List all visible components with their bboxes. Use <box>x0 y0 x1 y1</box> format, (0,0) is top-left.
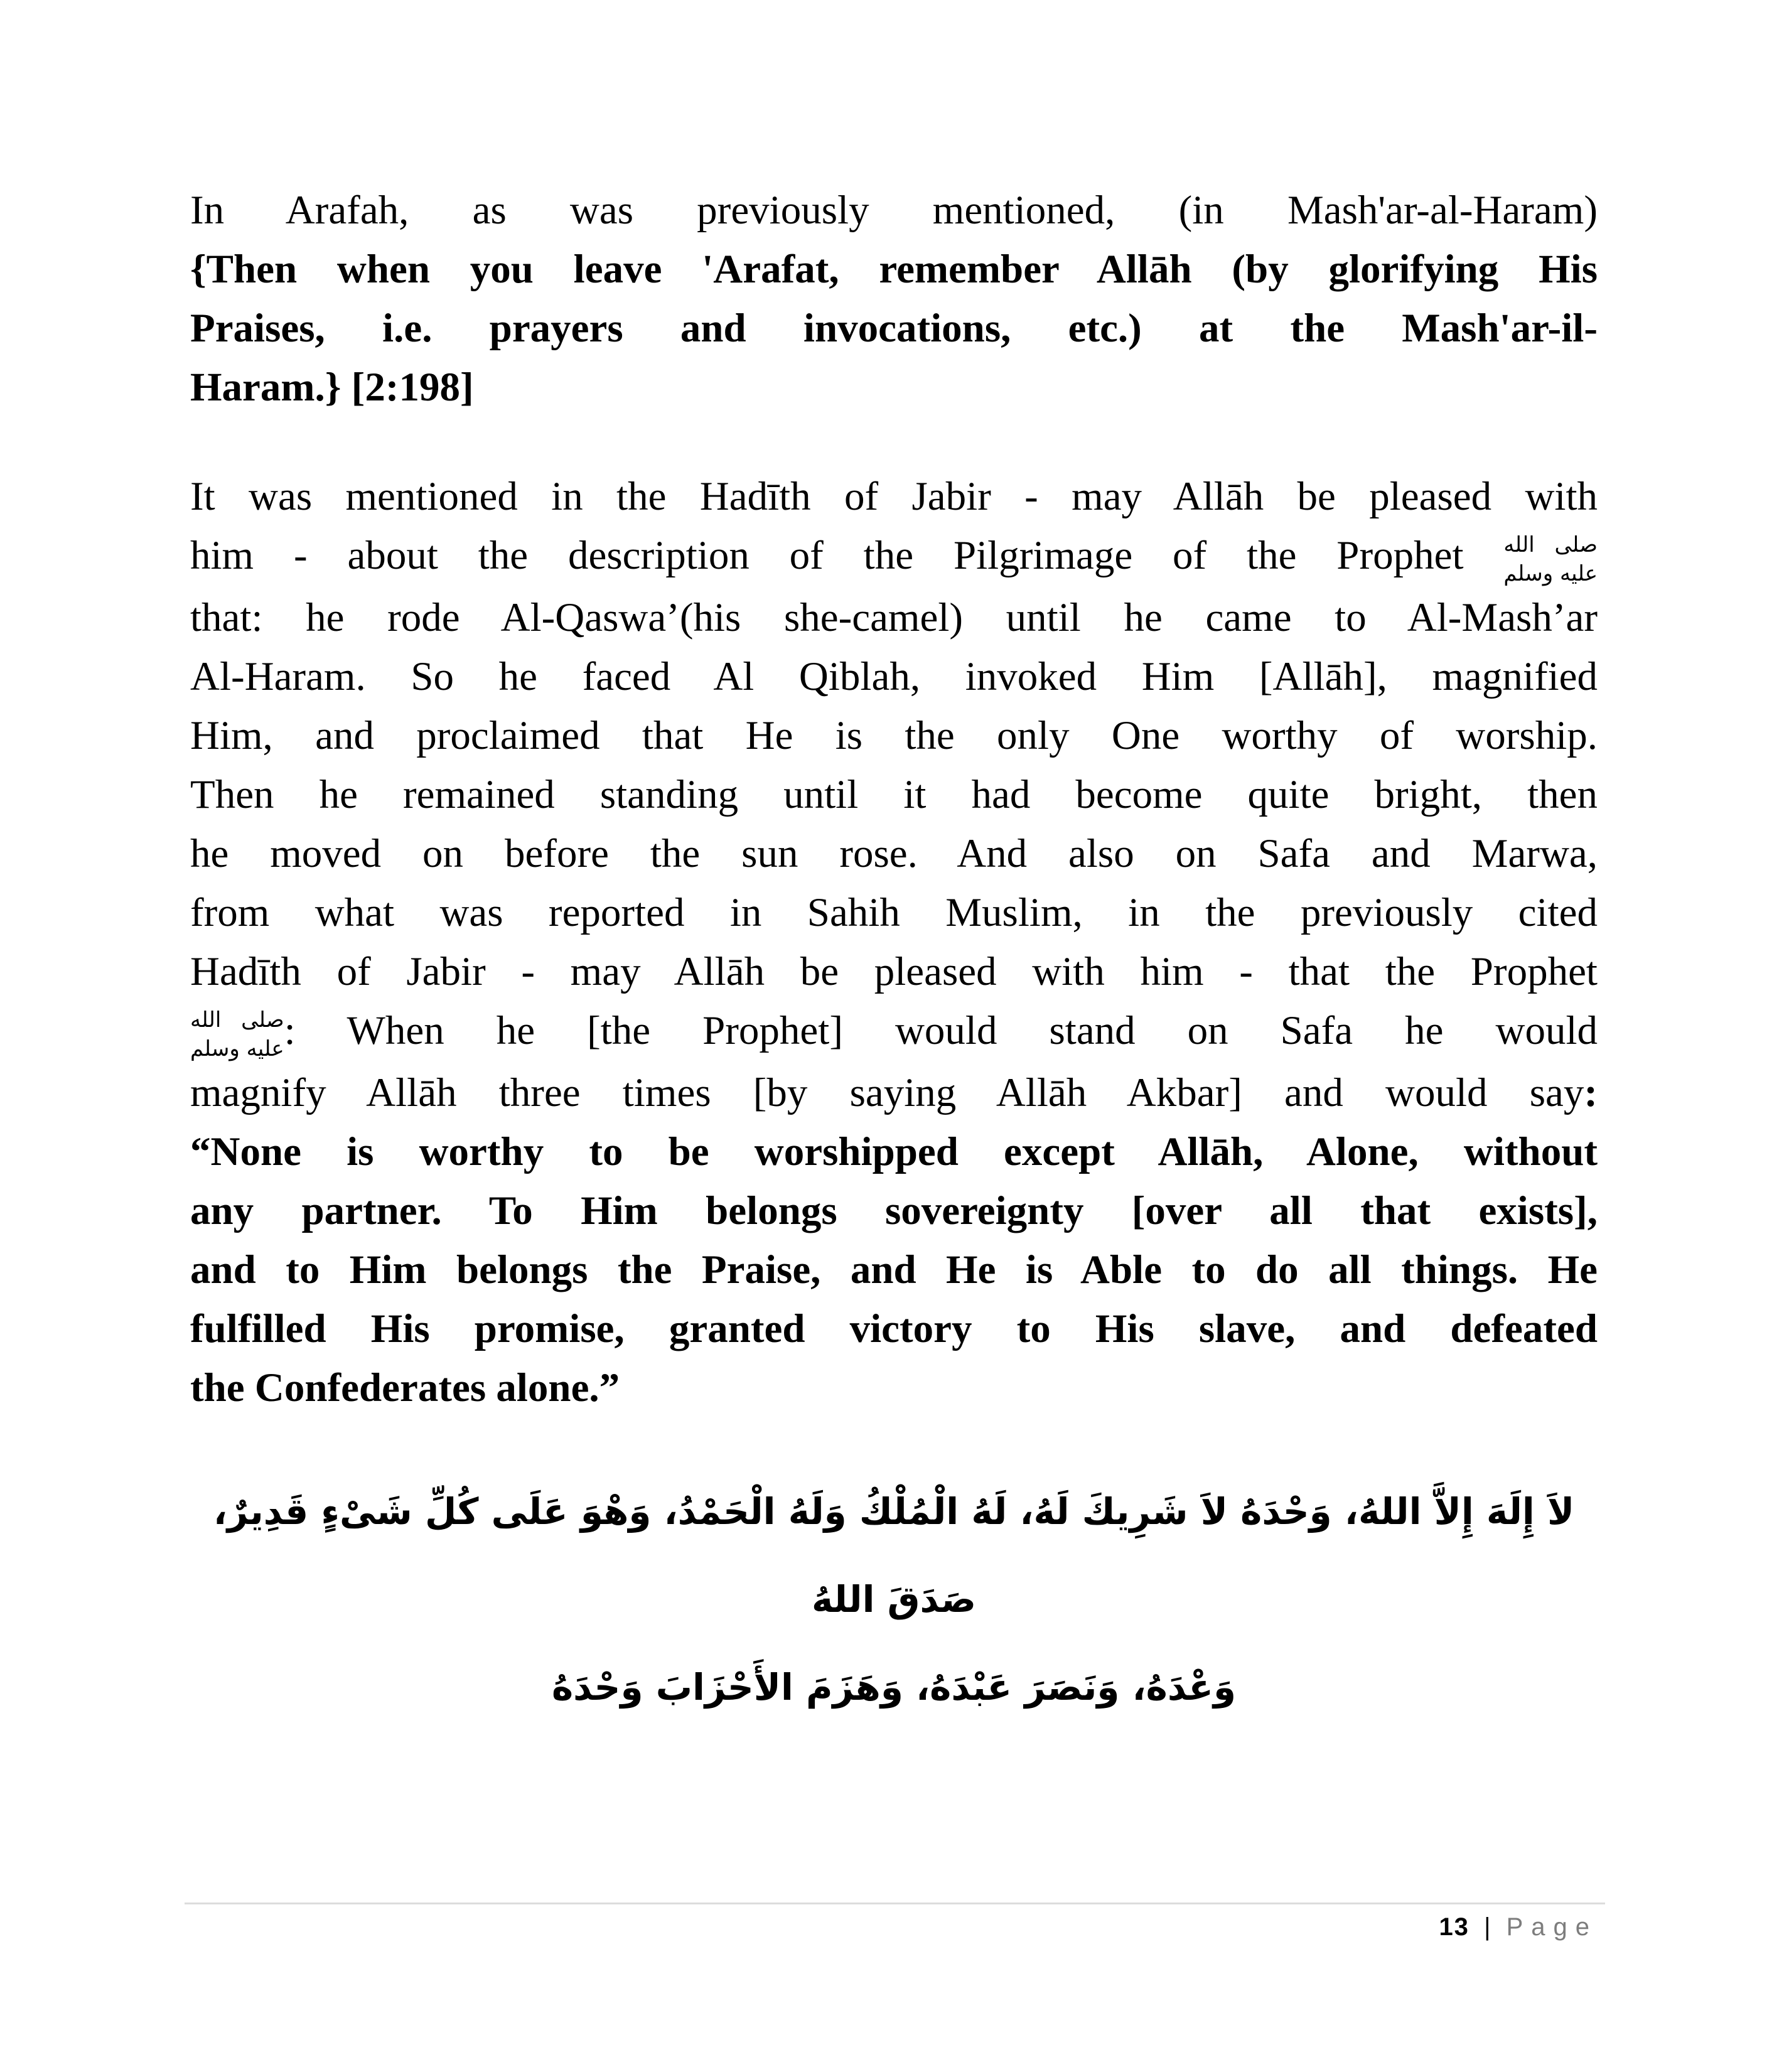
text-segment: magnify Allāh three times [by saying Allāh Akbar] and would say <box>190 1070 1584 1116</box>
text-line <box>190 1122 1598 1181</box>
text-segment: Him, and proclaimed that He is the only One worthy of worship. <box>190 713 1598 759</box>
text-line <box>190 765 1598 824</box>
page-content <box>190 181 1598 1731</box>
text-segment: he moved on before the sun rose. And also on Safa and Marwa, <box>190 831 1598 877</box>
text-line <box>190 467 1598 526</box>
pbuh-top-text: صلى الله <box>190 1007 284 1033</box>
text-line <box>190 647 1598 706</box>
bold-text-segment: : <box>1584 1070 1598 1116</box>
footer-separator: | <box>1484 1913 1491 1941</box>
text-segment: Al-Haram. So he faced Al Qiblah, invoked Him [Allāh], magnified <box>190 654 1598 700</box>
text-segment: him - about the description of the Pilgrimage of the Prophet <box>190 533 1504 578</box>
bold-text-segment: “None is worthy to be worshipped except Allāh, Alone, without <box>190 1129 1598 1175</box>
text-line <box>190 299 1598 358</box>
text-line <box>190 1181 1598 1240</box>
text-line <box>190 1001 1598 1063</box>
text-segment: It was mentioned in the Hadīth of Jabir - may Allāh be pleased with <box>190 474 1598 519</box>
text-segment: that: he rode Al-Qaswa’(his she-camel) until he came to Al-Mash’ar <box>190 595 1598 641</box>
bold-text-segment: any partner. To Him belongs sovereignty [over all that exists], <box>190 1188 1598 1234</box>
page-number: 13 <box>1439 1913 1469 1941</box>
bold-text-segment: the Confederates alone.” <box>190 1365 620 1411</box>
page-footer <box>1439 1913 1598 1941</box>
bold-text-segment: and to Him belongs the Praise, and He is Able to do all things. He <box>190 1247 1598 1293</box>
text-line <box>190 588 1598 647</box>
text-segment: Then he remained standing until it had become quite bright, then <box>190 772 1598 818</box>
quran-quote-paragraph <box>190 181 1598 417</box>
bold-text-segment: Haram.} [2:198] <box>190 365 474 410</box>
footer-divider <box>185 1903 1605 1904</box>
text-line <box>190 1240 1598 1299</box>
text-line <box>190 883 1598 942</box>
text-line <box>190 706 1598 765</box>
body-paragraphs <box>190 181 1598 1417</box>
pbuh-bottom-text: عليه وسلم <box>1503 561 1598 587</box>
bold-text-segment: {Then when you leave 'Arafat, remember Allāh (by glorifying His <box>190 247 1598 292</box>
arabic-line: وَعْدَهُ، وَنَصَرَ عَبْدَهُ، وَهَزَمَ الأَحْزَابَ وَحْدَهُ <box>551 1666 1237 1709</box>
text-segment: In Arafah, as was previously mentioned, (in Mash'ar-al-Haram) <box>190 188 1598 233</box>
text-line <box>190 824 1598 883</box>
text-line <box>190 526 1598 588</box>
pbuh-bottom-text: عليه وسلم <box>190 1036 284 1062</box>
text-segment: from what was reported in Sahih Muslim, in the previously cited <box>190 890 1598 936</box>
footer-page-label: Page <box>1506 1913 1598 1941</box>
bold-text-segment: fulfilled His promise, granted victory to His slave, and defeated <box>190 1306 1598 1352</box>
arabic-line: لاَ إِلَهَ إِلاَّ اللهُ، وَحْدَهُ لاَ شَرِيكَ لَهُ، لَهُ الْمُلْكُ وَلَهُ الْحَمْدُ، وَهْوَ عَلَى كُلِّ شَىْءٍ قَدِيرٌ، صَدَقَ اللهُ <box>213 1490 1575 1621</box>
pbuh-calligraphy-icon <box>1503 530 1598 588</box>
text-line <box>190 1063 1598 1122</box>
text-segment: Hadīth of Jabir - may Allāh be pleased with him - that the Prophet <box>190 949 1598 995</box>
text-line <box>190 181 1598 240</box>
text-line <box>190 942 1598 1001</box>
text-line <box>190 240 1598 299</box>
text-segment: : When he [the Prophet] would stand on Safa he would <box>284 1008 1598 1054</box>
arabic-dua <box>190 1468 1598 1731</box>
pbuh-top-text: صلى الله <box>1503 532 1598 558</box>
text-line <box>190 1299 1598 1358</box>
hadith-paragraph <box>190 467 1598 1417</box>
pbuh-calligraphy-icon <box>190 1006 284 1063</box>
text-line <box>190 358 1598 417</box>
bold-text-segment: Praises, i.e. prayers and invocations, etc.) at the Mash'ar-il- <box>190 306 1598 351</box>
text-line <box>190 1358 1598 1417</box>
